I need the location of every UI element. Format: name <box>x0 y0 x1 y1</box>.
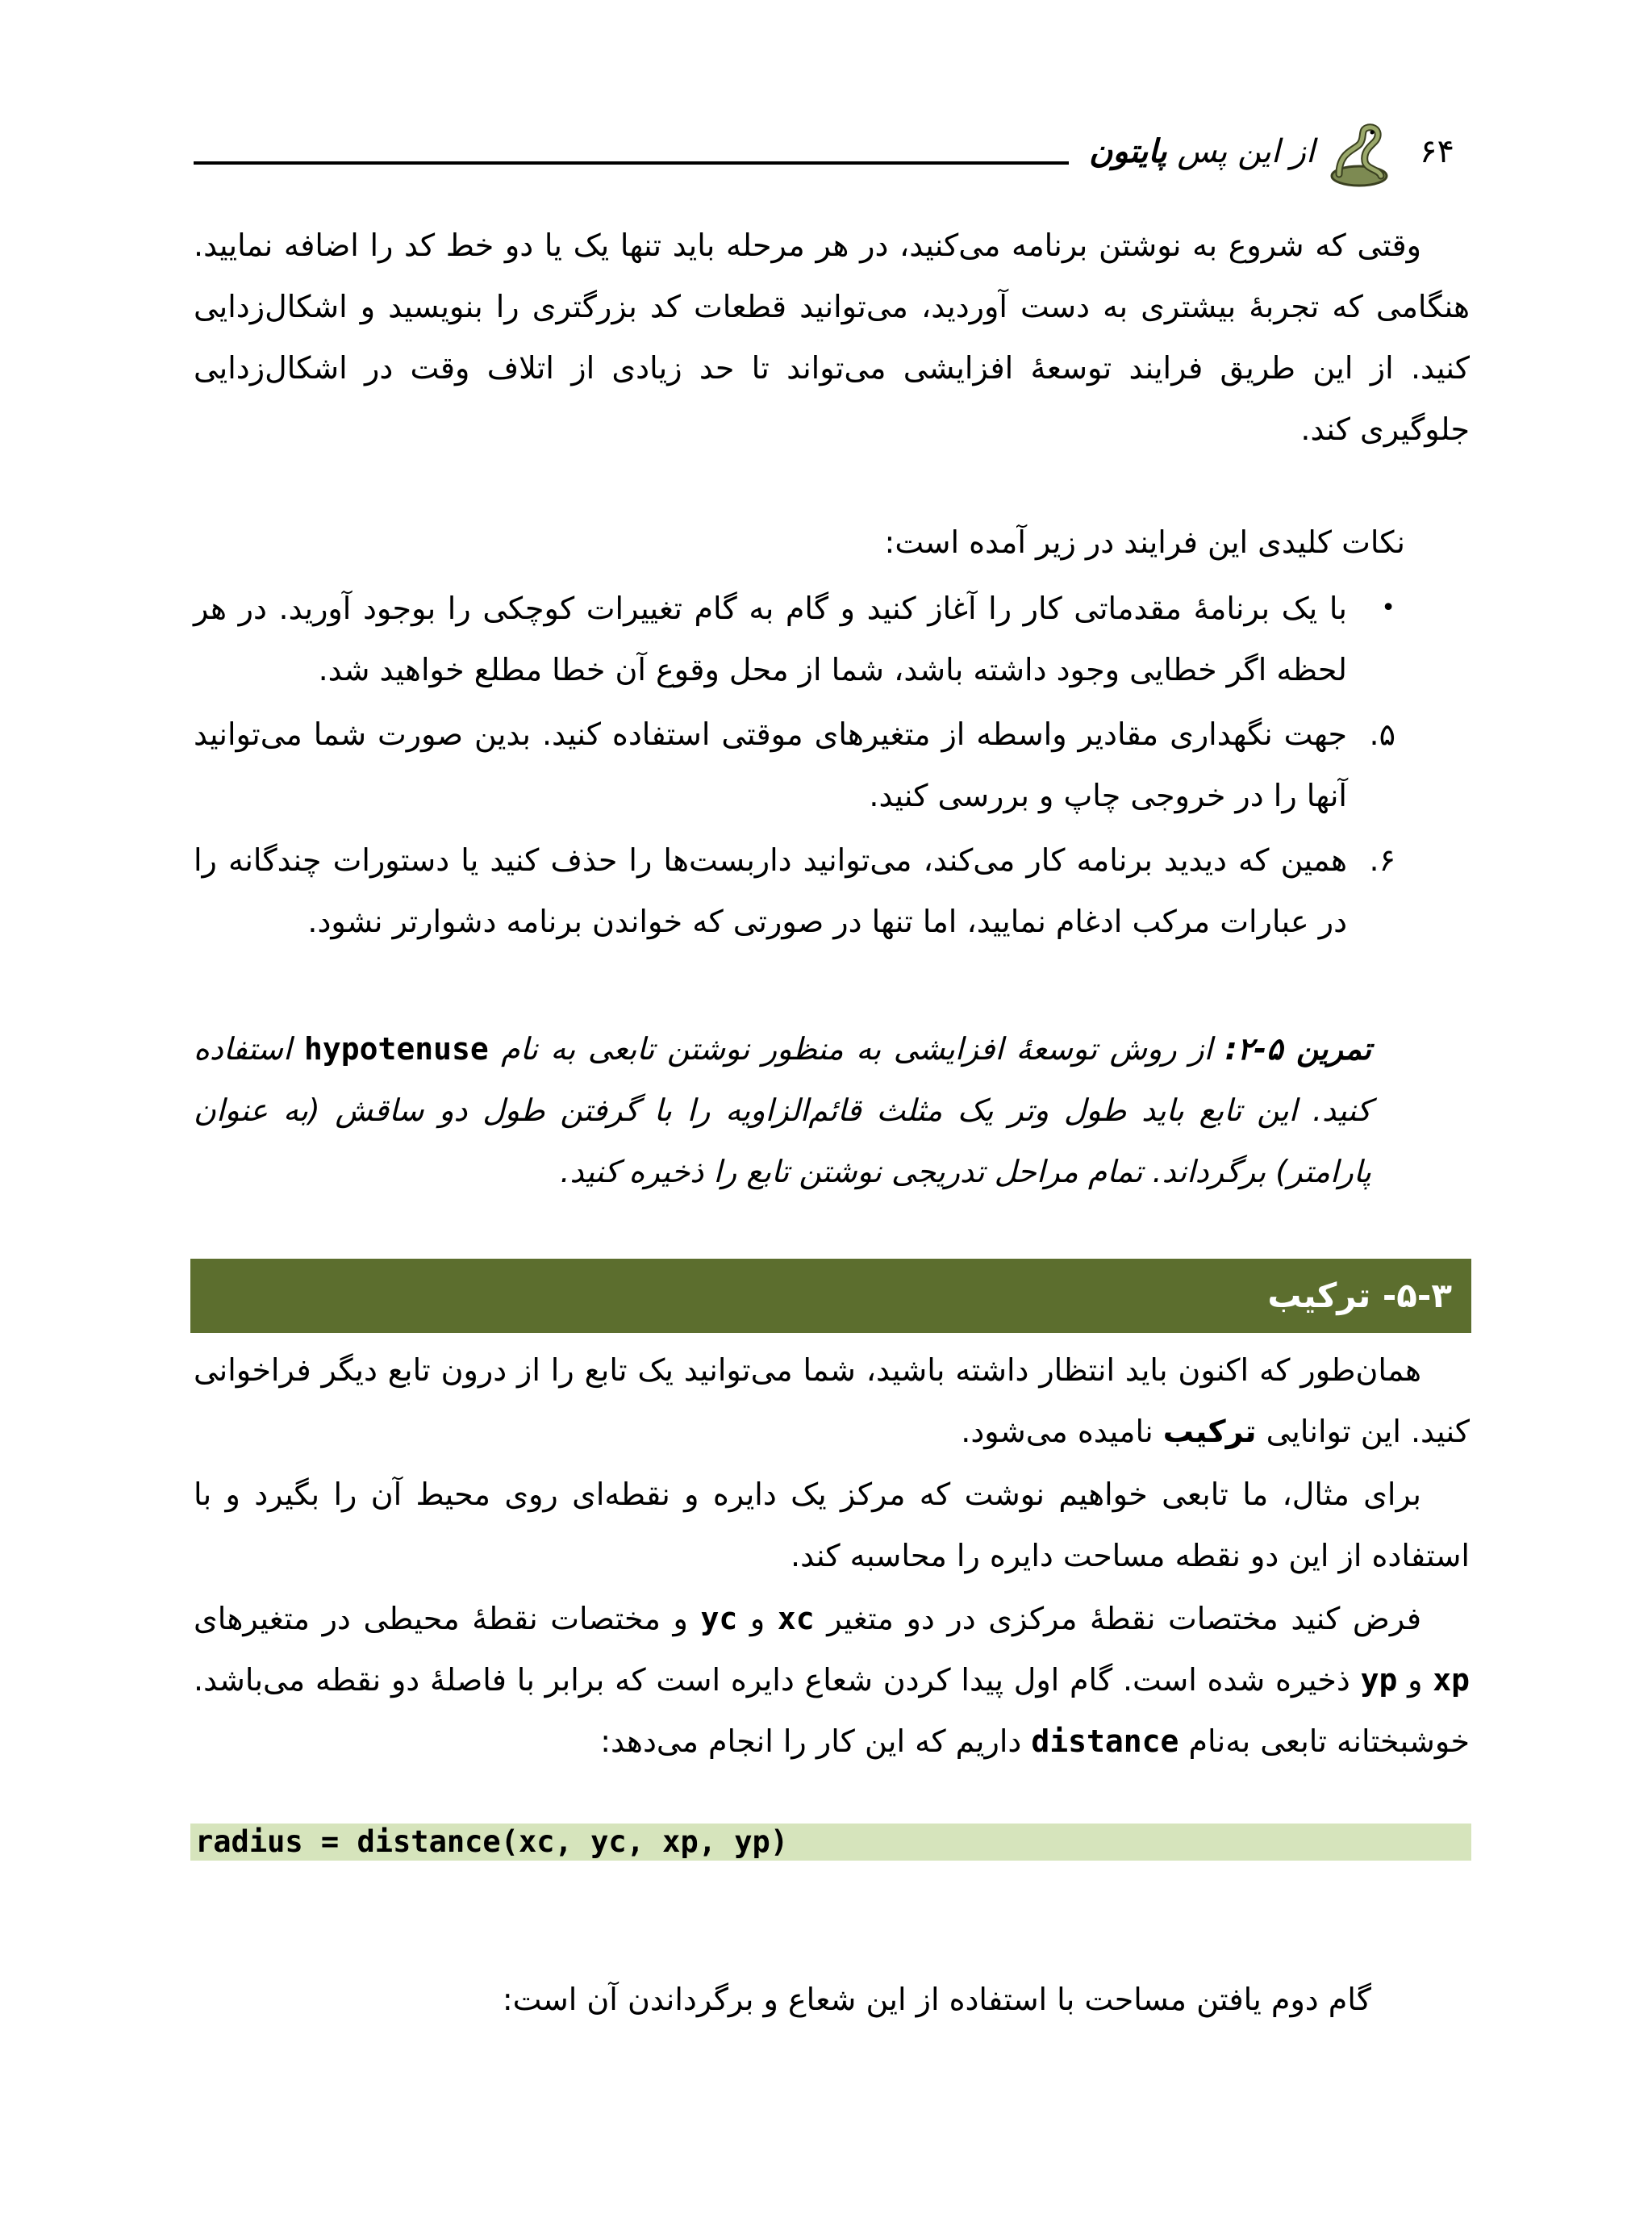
list-item: با یک برنامهٔ مقدماتی کار را آغاز کنید و گام به گام تغییرات کوچکی را بوجود آورید. در هر لحظه اگر خطایی وجود داشته باشد، شما از محل وقوع آن خطا مطلع خواهید شد. <box>194 591 1347 687</box>
text-span: و <box>1397 1662 1433 1698</box>
list-number: ۶. <box>1369 842 1395 878</box>
closing-paragraph: گام دوم یافتن مساحت با استفاده از این شعاع و برگرداندن آن است: <box>502 1982 1371 2017</box>
text-span: و مختصات نقطهٔ محیطی در متغیرهای <box>194 1601 701 1636</box>
exercise-label: تمرین ۵-۲: <box>1224 1031 1372 1067</box>
book-title-bold: پایتون <box>1089 133 1167 170</box>
list-item: همین که دیدید برنامه کار می‌کند، می‌توانید داربست‌ها را حذف کنید یا دستورات چندگانه را در عبارات مرکب ادغام نمایید، اما تنها در صورتی که خواندن برنامه دشوارتر نشود. <box>194 842 1347 939</box>
section-title: ۵-۳- ترکیب <box>1267 1276 1452 1315</box>
func-distance: distance <box>1031 1723 1179 1759</box>
text-span: نامیده می‌شود. <box>961 1414 1163 1449</box>
var-xc: xc <box>777 1601 815 1636</box>
list-number: ۵. <box>1369 716 1395 752</box>
key-points-intro: نکات کلیدی این فرایند در زیر آمده است: <box>884 524 1405 560</box>
exercise-box <box>194 1018 1371 1202</box>
python-snake-icon <box>1323 119 1395 192</box>
text-span: فرض کنید مختصات نقطهٔ مرکزی در دو متغیر <box>814 1601 1421 1636</box>
exercise-text-before: از روش توسعهٔ افزایشی به منظور نوشتن تابعی به نام <box>488 1031 1225 1067</box>
composition-paragraph-2: برای مثال، ما تابعی خواهیم نوشت که مرکز یک دایره و نقطه‌ای روی محیط آن را بگیرد و با استفاده از این دو نقطه مساحت دایره را محاسبه کند. <box>194 1477 1470 1573</box>
book-title-prefix: از این پس <box>1177 133 1315 170</box>
header-rule <box>194 161 1069 165</box>
exercise-text-after: استفاده کنید. این تابع باید طول وتر یک مثلث قائم‌الزاویه را با گرفتن طول دو ساقش (به عنوان پارامتر) برگرداند. تمام مراحل تدریجی نوشتن تابع را ذخیره کنید. <box>194 1031 1371 1189</box>
text-span: همان‌طور که اکنون باید انتظار داشته باشید، شما می‌توانید یک تابع را از درون تابع دیگر فراخوانی کنید. این توانایی <box>194 1352 1470 1449</box>
var-yc: yc <box>700 1601 738 1636</box>
composition-paragraph-3 <box>194 1588 1470 1772</box>
var-yp: yp <box>1360 1662 1398 1698</box>
code-block <box>190 1824 1471 1861</box>
page-number: ۶۴ <box>1420 133 1454 170</box>
intro-paragraph: وقتی که شروع به نوشتن برنامه می‌کنید، در هر مرحله باید تنها یک یا دو خط کد را اضافه نمایید. هنگامی که تجربهٔ بیشتری به دست آوردید، می‌توانید قطعات کد بزرگتری را بنویسید و اشکال‌زدایی کنید. از این طریق فرایند توسعهٔ افزایشی می‌تواند تا حد زیادی از اتلاف وقت در اشکال‌زدایی جلوگیری کند. <box>194 228 1470 447</box>
term-composition: ترکیب <box>1162 1414 1257 1449</box>
text-span: و <box>737 1601 778 1636</box>
text-span: ذخیره شده است. گام اول پیدا کردن شعاع دایره است که برابر با فاصلهٔ دو نقطه می‌باشد. خوشبختانه تابعی به‌نام <box>194 1662 1470 1759</box>
text-span: داریم که این کار را انجام می‌دهد: <box>600 1723 1032 1759</box>
composition-paragraph-1 <box>194 1339 1470 1462</box>
var-xp: xp <box>1433 1662 1470 1698</box>
function-name: hypotenuse <box>303 1031 489 1067</box>
list-bullet: • <box>1381 594 1395 622</box>
running-book-title <box>1049 127 1315 176</box>
section-heading-bar <box>190 1259 1471 1333</box>
list-item: جهت نگهداری مقادیر واسطه از متغیرهای موقتی استفاده کنید. بدین صورت شما می‌توانید آنها را در خروجی چاپ و بررسی کنید. <box>194 716 1347 813</box>
code-line: radius = distance(xc, yc, xp, yp) <box>195 1824 789 1859</box>
